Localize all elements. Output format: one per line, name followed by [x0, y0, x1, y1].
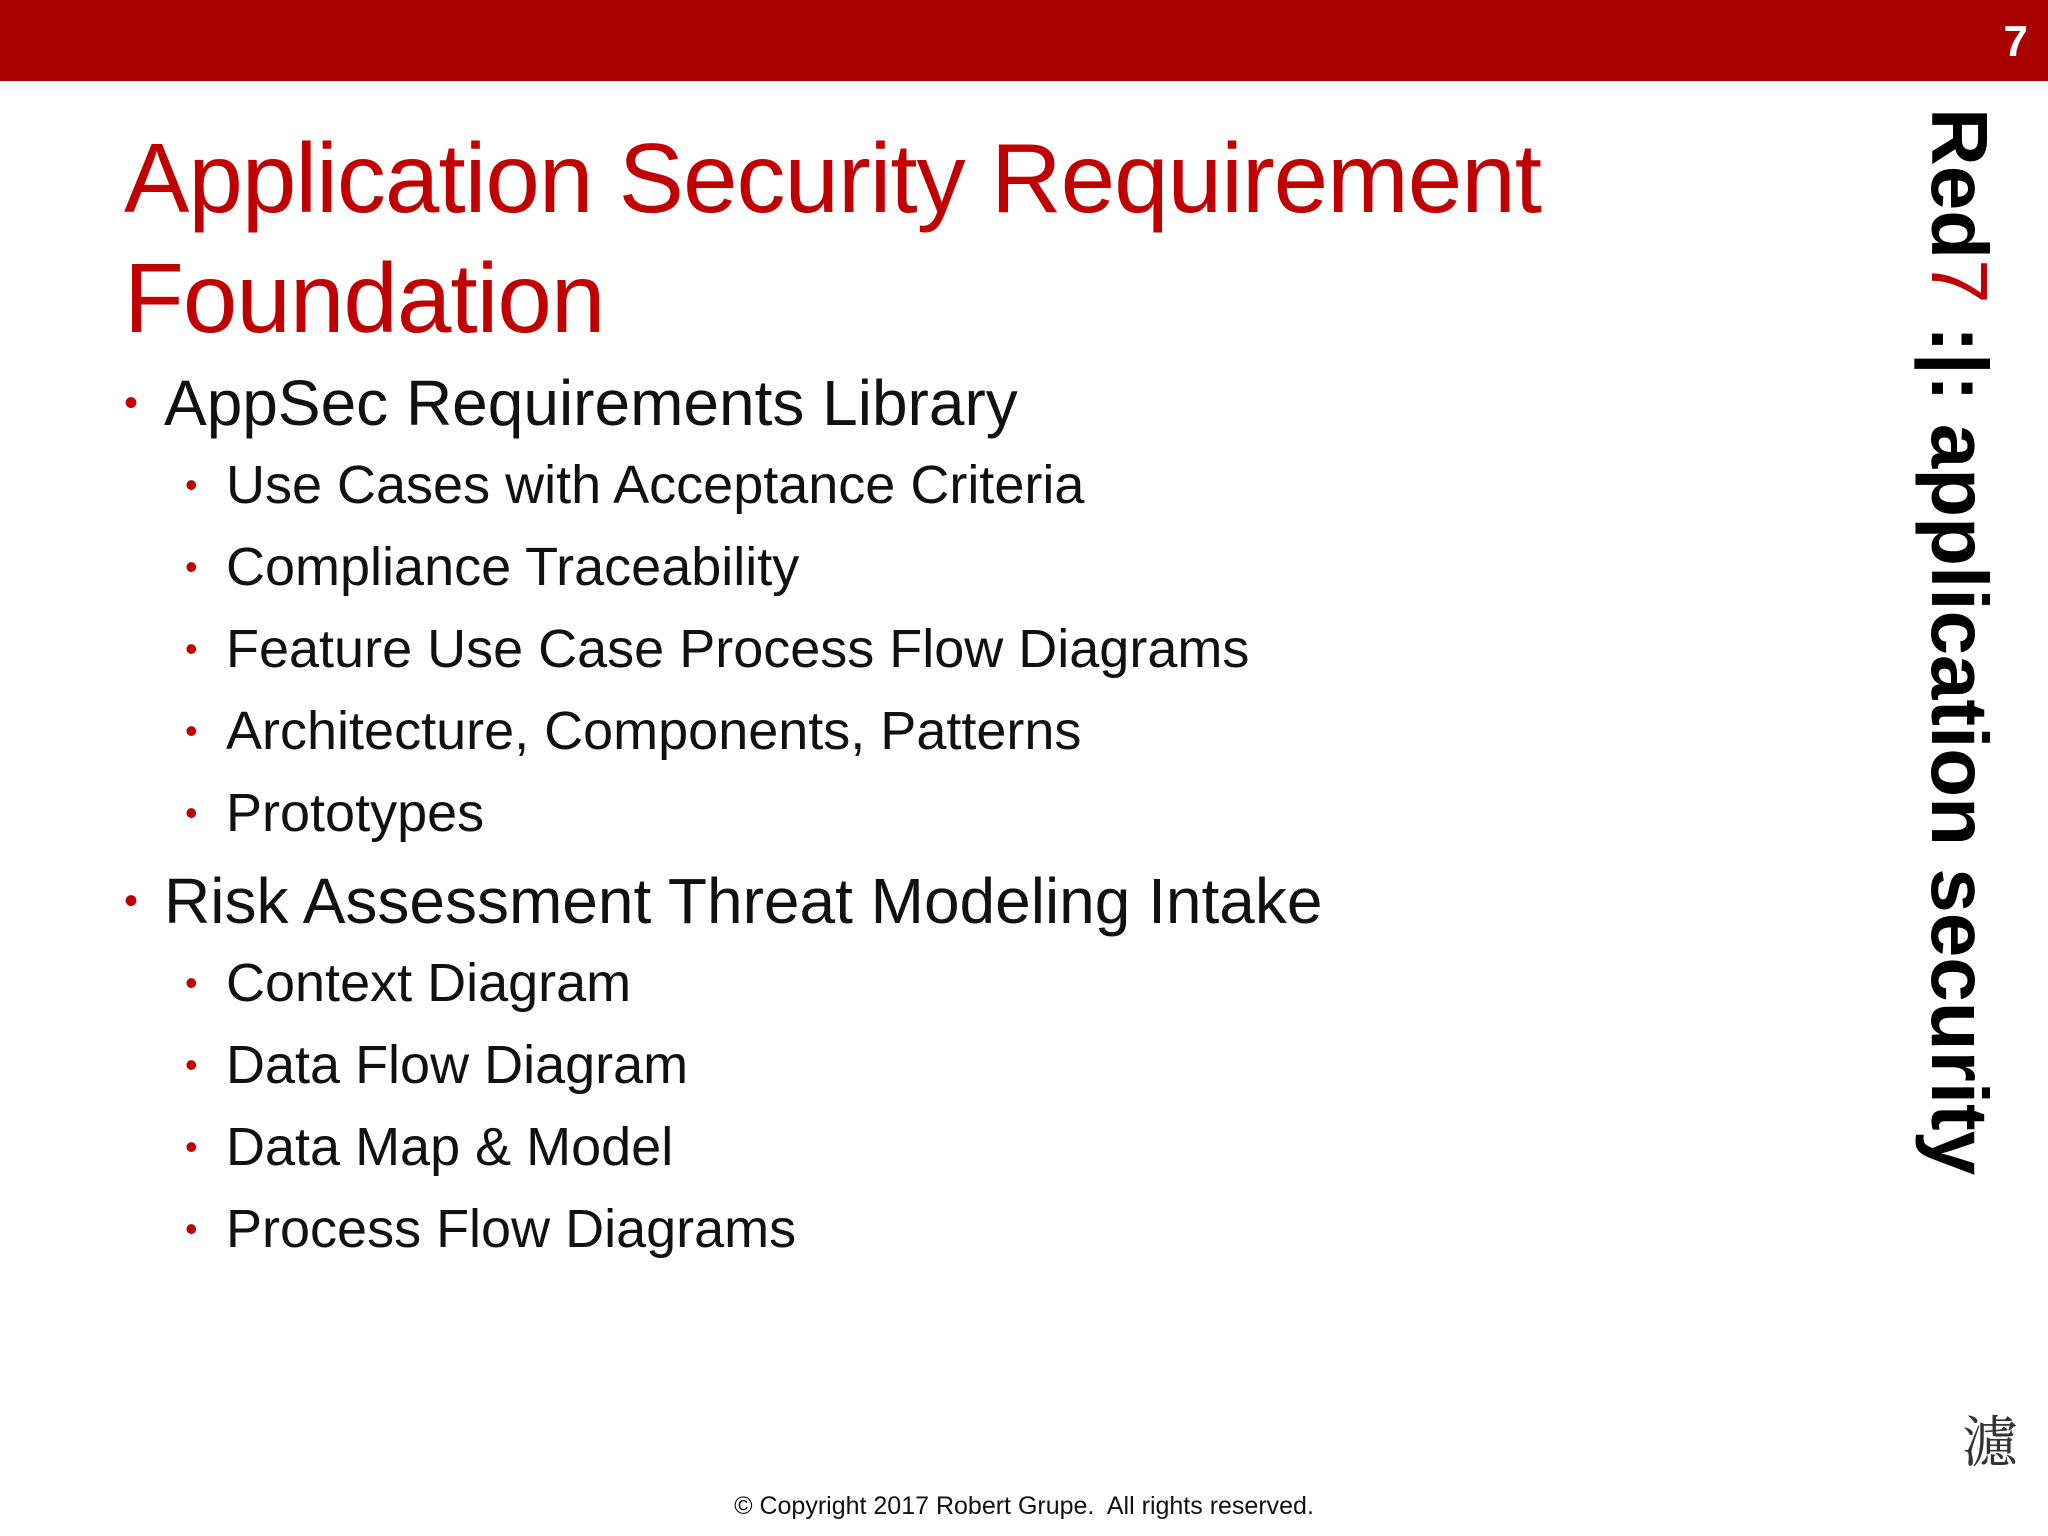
list-item-label: Compliance Traceability [226, 537, 800, 597]
list-item [124, 781, 1844, 845]
side-brand-text [1904, 108, 2014, 1188]
slide-number: 7 [2003, 17, 2028, 66]
slide-title [124, 118, 1624, 358]
bullet-icon: • [185, 628, 198, 669]
bullet-icon: • [185, 1208, 198, 1249]
list-item [124, 453, 1844, 517]
list-item [124, 699, 1844, 763]
section-label: AppSec Requirements Library [164, 367, 1018, 439]
list-item-label: Data Map & Model [226, 1117, 674, 1177]
bullet-icon: • [185, 546, 198, 587]
bullet-icon: • [185, 962, 198, 1003]
list-item-label: Architecture, Components, Patterns [226, 701, 1082, 761]
title-line-2: Foundation [124, 243, 605, 353]
seal-icon: 濾 [1962, 1411, 2018, 1476]
bullet-icon: • [124, 381, 139, 425]
list-item-label: Feature Use Case Process Flow Diagrams [226, 619, 1250, 679]
bullet-icon: • [185, 1126, 198, 1167]
list-item-label: Process Flow Diagrams [226, 1199, 797, 1259]
section-heading-library [124, 365, 1844, 441]
section-label: Risk Assessment Threat Modeling Intake [164, 865, 1323, 937]
bullet-list [124, 365, 1844, 1279]
bullet-icon: • [185, 464, 198, 505]
title-line-1: Application Security Requirement [124, 123, 1541, 233]
bullet-icon: • [185, 710, 198, 751]
bullet-icon: • [185, 1044, 198, 1085]
section-heading-risk [124, 863, 1844, 939]
list-item-label: Data Flow Diagram [226, 1035, 689, 1095]
brand-tagline: :|: application security [1915, 303, 2004, 1176]
list-item-label: Context Diagram [226, 953, 632, 1013]
header-bar [0, 0, 2048, 81]
list-item [124, 535, 1844, 599]
brand-name: Red [1915, 108, 2004, 260]
bullet-icon: • [124, 879, 139, 923]
list-item [124, 617, 1844, 681]
list-item-label: Use Cases with Acceptance Criteria [226, 455, 1085, 515]
list-item-label: Prototypes [226, 783, 485, 843]
list-item [124, 1115, 1844, 1179]
list-item [124, 951, 1844, 1015]
brand-seven: 7 [1915, 259, 2004, 304]
bullet-icon: • [185, 792, 198, 833]
copyright-footer: © Copyright 2017 Robert Grupe. All rights reserved. [734, 1492, 1314, 1520]
list-item [124, 1033, 1844, 1097]
list-item [124, 1197, 1844, 1261]
